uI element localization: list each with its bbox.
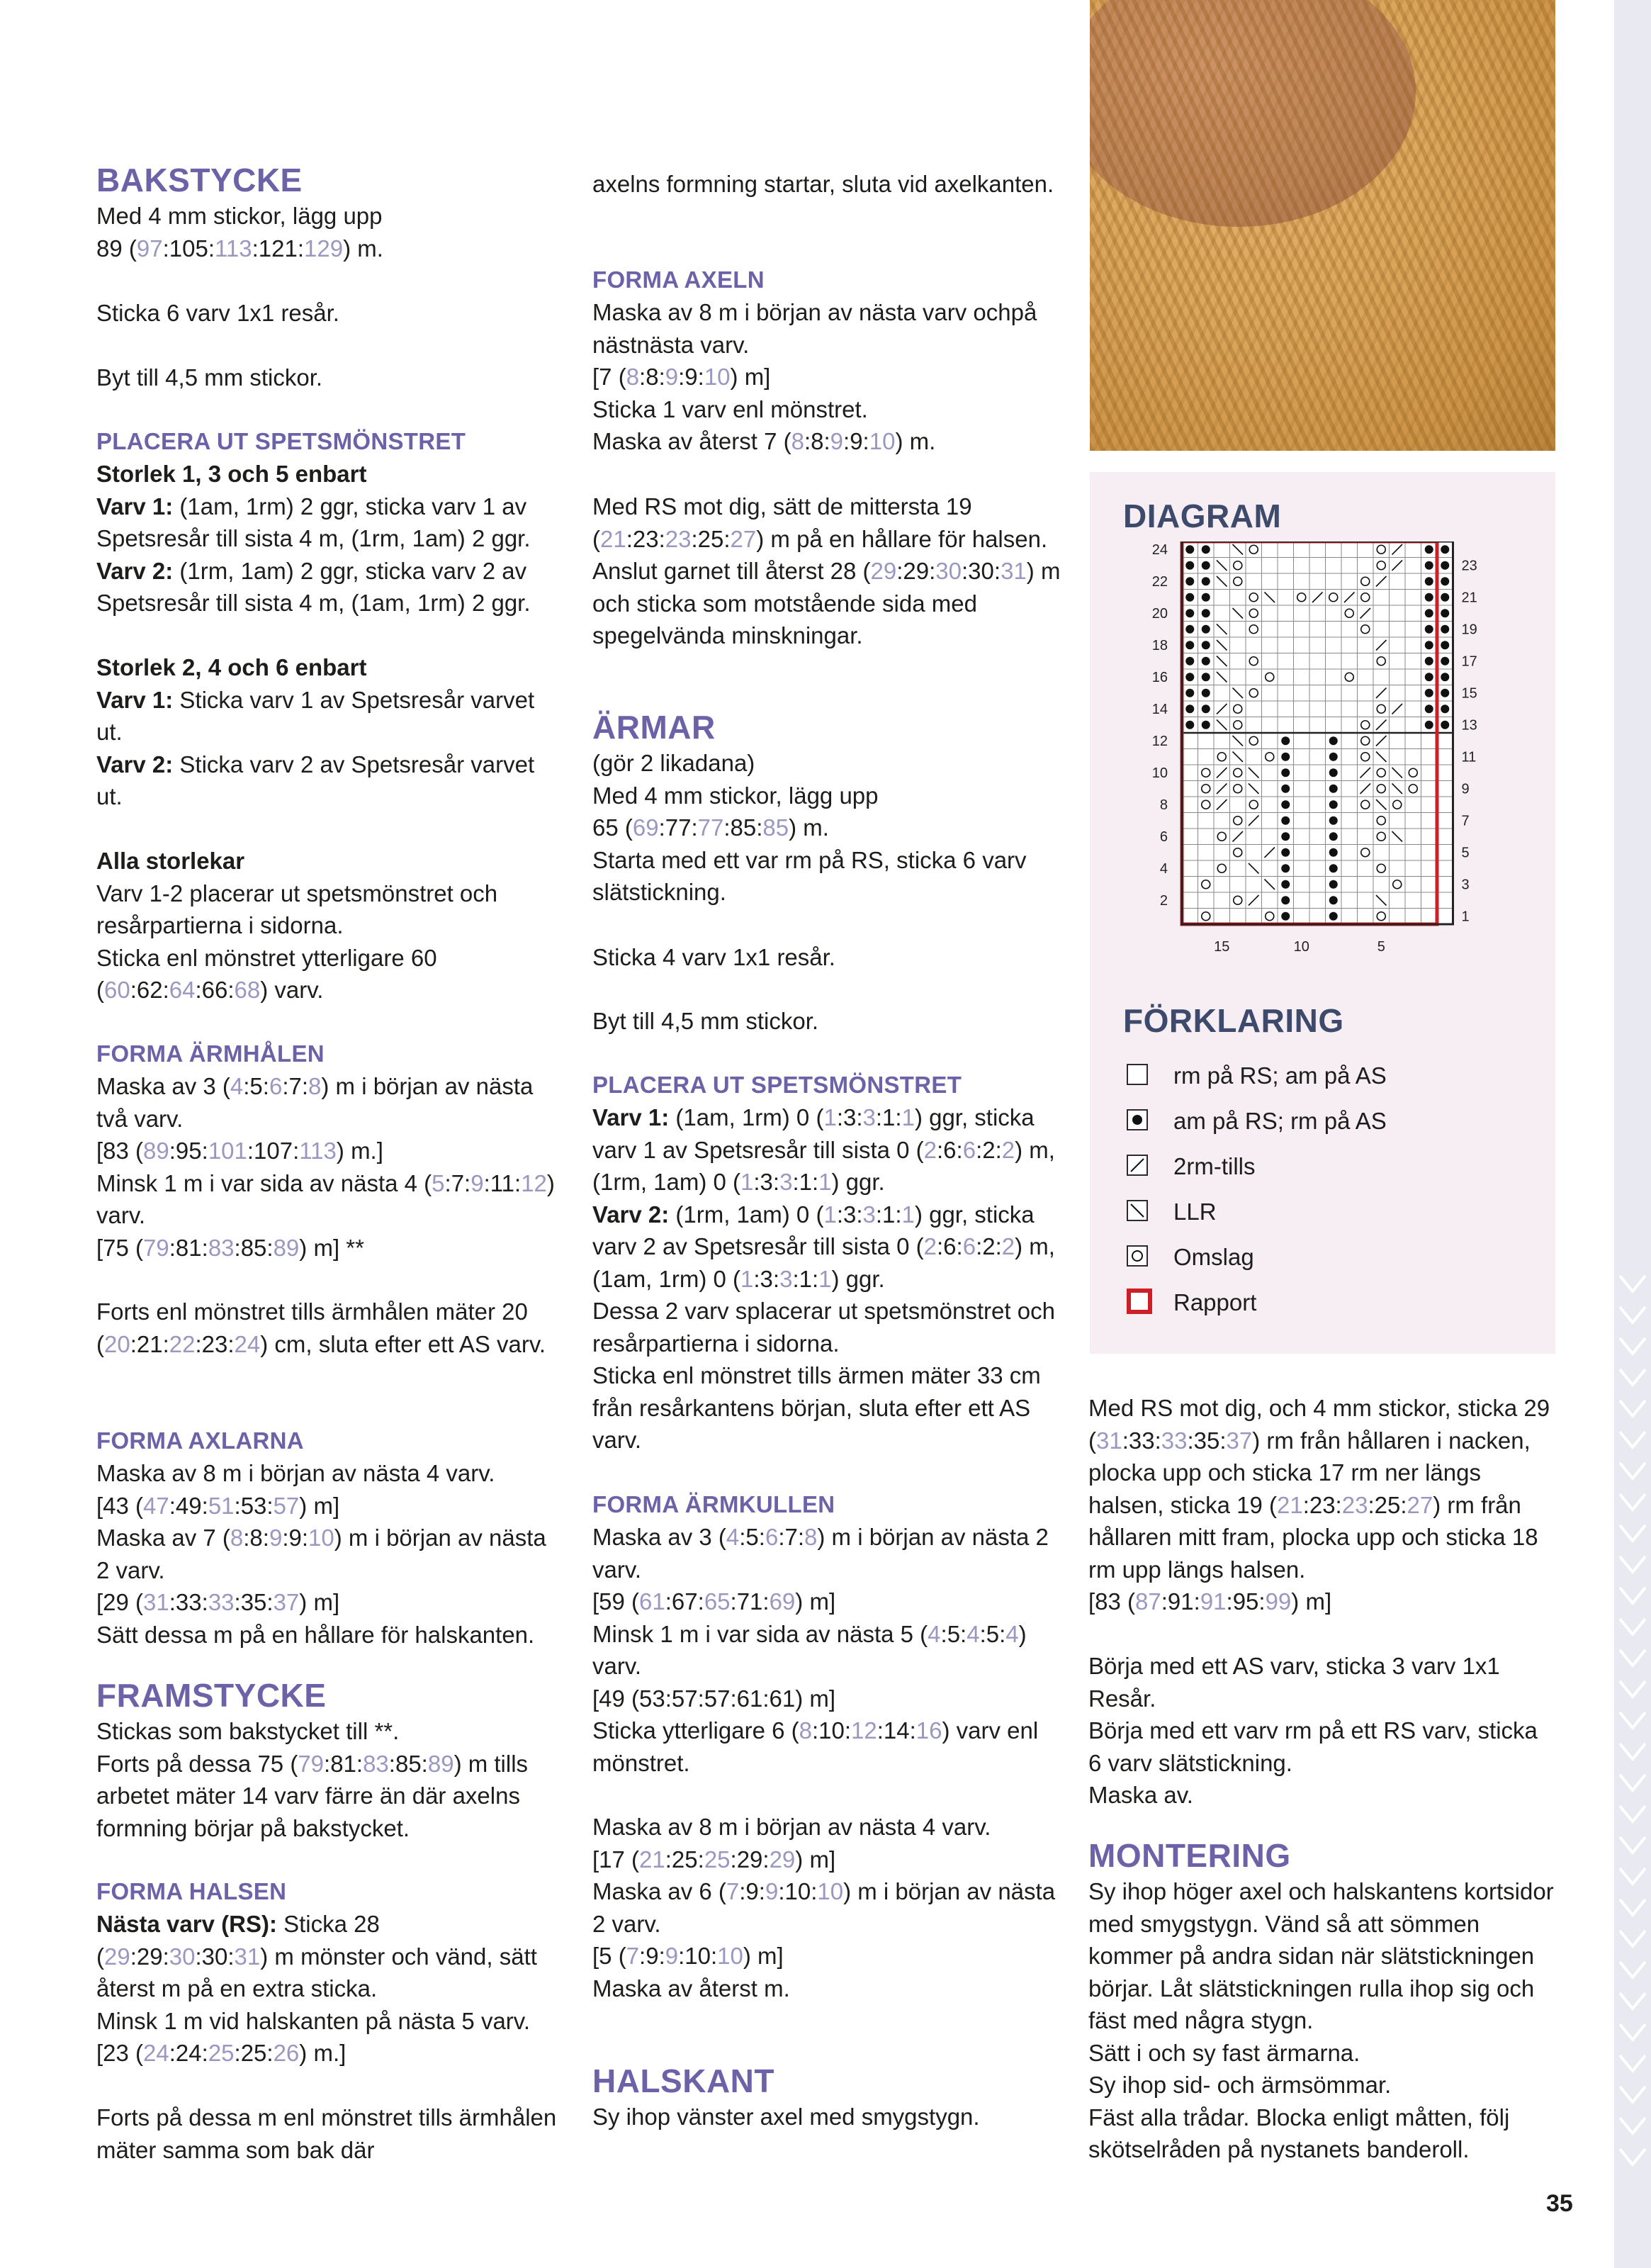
purl-dot [1425, 625, 1433, 634]
row-number-left: 20 [1151, 606, 1168, 622]
column-number: 5 [1377, 939, 1385, 955]
montering-heading: MONTERING [1088, 1837, 1291, 1874]
text-line: Sy ihop sid- och ärmsömmar. [1088, 2072, 1392, 2098]
row-number-left: 18 [1151, 638, 1168, 653]
text-line: Forts enl mönstret tills ärmhålen mäter 20 (20:21:22:23:24) cm, sluta efter ett AS varv. [96, 1298, 546, 1357]
purl-dot [1185, 545, 1194, 554]
axeln-text [592, 296, 1067, 458]
text-line: Maska av 8 m i början av nästa 4 varv. [96, 1460, 495, 1486]
text-line: [49 (53:57:57:61:61) m] [592, 1685, 836, 1712]
backslash-icon [1127, 1200, 1148, 1221]
purl-dot [1425, 593, 1433, 602]
text-line: Varv 1: Sticka varv 1 av Spetsresår varvet ut. [96, 686, 535, 745]
purl-dot [1441, 561, 1449, 570]
text-line: Maska av återst m. [592, 1975, 790, 2002]
purl-dot [1329, 880, 1338, 889]
row-number-left: 16 [1151, 670, 1168, 685]
axlarna-text [96, 1457, 557, 1651]
text-line: Starta med ett var rm på RS, sticka 6 varv slätstickning. [592, 846, 1027, 905]
text-line: Minsk 1 m i var sida av nästa 4 (5:7:9:11:12) varv. [96, 1169, 555, 1228]
row-number-left: 6 [1159, 829, 1168, 845]
purl-dot [1329, 768, 1338, 777]
legend-label: LLR [1173, 1198, 1217, 1225]
text-line: Sticka 6 varv 1x1 resår. [96, 300, 339, 326]
purl-dot [1202, 704, 1210, 713]
filled-dot-icon [1127, 1109, 1148, 1130]
armar-text [592, 747, 1067, 909]
subheading: Alla storlekar [96, 848, 245, 874]
row-number-right: 23 [1461, 558, 1477, 574]
text-line: Nästa varv (RS): Sticka 28 (29:29:30:30:31) m mönster och vänd, sätt återst m på en extra sticka. [96, 1911, 537, 2002]
purl-dot [1202, 721, 1210, 729]
row-number-right: 19 [1461, 622, 1477, 638]
framstycke-heading: FRAMSTYCKE [96, 1677, 327, 1714]
row-number-left: 14 [1151, 702, 1168, 717]
legend-label: am på RS; rm på AS [1173, 1108, 1387, 1134]
purl-dot [1441, 641, 1449, 649]
text-line: Stickas som bakstycket till **. [96, 1718, 400, 1744]
text-line: [83 (89:95:101:107:113) m.] [96, 1138, 383, 1164]
text-line: 89 (97:105:113:121:129) m. [96, 235, 383, 262]
purl-dot [1185, 593, 1194, 602]
row-number-right: 1 [1461, 909, 1470, 925]
text-line: Börja med ett varv rm på ett RS varv, sticka 6 varv slätstickning. [1088, 1717, 1538, 1776]
purl-dot [1329, 753, 1338, 761]
mittersta-text [592, 490, 1067, 652]
text-line: Fäst alla trådar. Blocka enligt måtten, följ skötselråden på nystanets banderoll. [1088, 2104, 1510, 2162]
halsen-text [96, 1908, 557, 2070]
row-number-right: 13 [1461, 717, 1477, 734]
text-line: Varv 2: (1rm, 1am) 2 ggr, sticka varv 2 av Spetsresår till sista 4 m, (1am, 1rm) 2 ggr. [96, 557, 531, 616]
placera2-text [592, 1101, 1067, 1456]
purl-dot [1185, 577, 1194, 585]
text-line: Maska av 7 (8:8:9:9:10) m i början av nästa 2 varv. [96, 1525, 546, 1583]
text-line: [23 (24:24:25:25:26) m.] [96, 2040, 346, 2066]
text-line: Sätt i och sy fast ärmarna. [1088, 2039, 1360, 2066]
purl-dot [1281, 848, 1290, 857]
empty-square-icon [1127, 1064, 1148, 1085]
purl-dot [1329, 896, 1338, 904]
purl-dot [1281, 880, 1290, 889]
framstycke-text [96, 1715, 557, 1844]
text-line: Forts på dessa 75 (79:81:83:85:89) m tills arbetet mäter 14 varv färre än där axelns formning börjar på bakstycket. [96, 1750, 529, 1841]
purl-dot [1425, 609, 1433, 617]
legend-title: FÖRKLARING [1123, 1002, 1344, 1039]
row-number-right: 21 [1461, 590, 1477, 606]
row-number-right: 5 [1461, 845, 1470, 861]
legend-label: 2rm-tills [1173, 1153, 1256, 1179]
text-line: Sy ihop höger axel och halskantens kortsidor med smygstygn. Vänd så att sömmen kommer på andra sidan när slätstickningen börjar. Låt slätstickningen rulla ihop sig och fäst med några stygn. [1088, 1878, 1554, 2033]
slash-icon [1127, 1155, 1148, 1176]
text-line: axelns formning startar, sluta vid axelkanten. [592, 171, 1054, 197]
purl-dot [1202, 561, 1210, 570]
purl-dot [1281, 832, 1290, 841]
text-line: Forts på dessa m enl mönstret tills ärmhålen mäter samma som bak där [96, 2104, 557, 2163]
text-line: Maska av 3 (4:5:6:7:8) m i början av nästa 2 varv. [592, 1524, 1049, 1583]
purl-dot [1185, 625, 1194, 634]
purl-dot [1425, 704, 1433, 713]
purl-dot [1441, 673, 1449, 681]
text-line: Börja med ett AS varv, sticka 3 varv 1x1 Resår. [1088, 1653, 1500, 1712]
purl-dot [1441, 609, 1449, 617]
armhal-heading: FORMA ÄRMHÅLEN [96, 1040, 325, 1067]
purl-dot [1441, 593, 1449, 602]
knitting-chart [1090, 541, 1555, 1052]
text-line: [43 (47:49:51:53:57) m] [96, 1492, 340, 1519]
row-number-left: 4 [1159, 861, 1168, 877]
placera2-heading: PLACERA UT SPETSMÖNSTRET [592, 1072, 962, 1098]
legend-label: Rapport [1173, 1289, 1257, 1315]
text-line: (gör 2 likadana) [592, 750, 755, 776]
knit-texture [1090, 0, 1555, 451]
text-line: Byt till 4,5 mm stickor. [592, 1008, 819, 1034]
text-line: [29 (31:33:33:35:37) m] [96, 1589, 340, 1615]
purl-dot [1425, 577, 1433, 585]
purl-dot [1329, 800, 1338, 809]
purl-dot [1185, 657, 1194, 666]
text-line: Varv 1: (1am, 1rm) 2 ggr, sticka varv 1 av Spetsresår till sista 4 m, (1rm, 1am) 2 ggr. [96, 493, 531, 551]
halskant-heading: HALSKANT [592, 2062, 774, 2099]
purl-dot [1329, 816, 1338, 825]
text-line: Byt till 4,5 mm stickor. [96, 364, 323, 391]
page-edge-pattern [1614, 0, 1651, 2268]
purl-dot [1185, 721, 1194, 729]
purl-dot [1441, 689, 1449, 697]
purl-dot [1425, 545, 1433, 554]
axlarna-heading: FORMA AXLARNA [96, 1427, 304, 1454]
row-number-right: 11 [1461, 749, 1477, 765]
armkullen-text [592, 1521, 1067, 1779]
purl-dot [1329, 736, 1338, 745]
purl-dot [1185, 704, 1194, 713]
armar-heading: ÄRMAR [592, 709, 716, 746]
text-line: Med RS mot dig, sätt de mittersta 19 (21:23:23:25:27) m på en hållare för halsen. [592, 493, 1048, 552]
diagram-title: DIAGRAM [1123, 498, 1282, 534]
purl-dot [1329, 864, 1338, 872]
text-line: Sticka 4 varv 1x1 resår. [592, 944, 835, 970]
purl-dot [1185, 689, 1194, 697]
text-line: Med 4 mm stickor, lägg upp [592, 782, 879, 809]
text-line: Sticka ytterligare 6 (8:10:12:14:16) varv enl mönstret. [592, 1717, 1039, 1776]
sweater-neckline-photo [1090, 0, 1555, 451]
text-line: Anslut garnet till återst 28 (29:29:30:30:31) m och sticka som motstående sida med spegelvända minskningar. [592, 558, 1061, 649]
page-number: 35 [1546, 2190, 1573, 2217]
halskant-cont-text [1088, 1392, 1556, 1618]
purl-dot [1202, 673, 1210, 681]
text-line: Minsk 1 m i var sida av nästa 5 (4:5:4:5:4) varv. [592, 1620, 1027, 1679]
purl-dot [1425, 673, 1433, 681]
text-line: [59 (61:67:65:71:69) m] [592, 1588, 836, 1615]
subheading: Storlek 1, 3 och 5 enbart [96, 461, 367, 487]
purl-dot [1202, 577, 1210, 585]
purl-dot [1441, 704, 1449, 713]
purl-dot [1329, 848, 1338, 857]
text-line: Varv 2: (1rm, 1am) 0 (1:3:3:1:1) ggr, sticka varv 2 av Spetsresår till sista 0 (2:6:6:2:2) m, (1am, 1rm) 0 (1:3:3:1:1) ggr. [592, 1201, 1055, 1292]
row-number-left: 8 [1159, 797, 1168, 813]
purl-dot [1281, 736, 1290, 745]
alla-text [96, 845, 557, 1006]
purl-dot [1281, 912, 1290, 921]
bakstycke-heading: BAKSTYCKE [96, 162, 303, 198]
halsen-heading: FORMA HALSEN [96, 1878, 287, 1904]
column-number: 15 [1214, 939, 1230, 955]
red-square-icon [1127, 1289, 1152, 1314]
circle-icon [1127, 1245, 1148, 1267]
purl-dot [1425, 641, 1433, 649]
purl-dot [1281, 768, 1290, 777]
text-line: Minsk 1 m vid halskanten på nästa 5 varv. [96, 2007, 531, 2034]
armkullen-text-2 [592, 1811, 1067, 2004]
purl-dot [1202, 657, 1210, 666]
purl-dot [1202, 689, 1210, 697]
row-number-right: 17 [1461, 653, 1477, 670]
placera-text [96, 458, 557, 619]
column-number: 10 [1293, 939, 1309, 955]
purl-dot [1185, 641, 1194, 649]
text-line: Sticka 1 varv enl mönstret. [592, 395, 868, 422]
placera-heading: PLACERA UT SPETSMÖNSTRET [96, 428, 466, 454]
text-line: Maska av 8 m i början av nästa varv ochpå nästnästa varv. [592, 299, 1037, 358]
text-line: Med RS mot dig, och 4 mm stickor, sticka 29 (31:33:33:35:37) rm från hållaren i nacken, plocka upp och sticka 17 rm ner längs halsen, sticka 19 (21:23:23:25:27) rm från hållaren mitt fram, plocka upp och sticka 18 rm upp längs halsen. [1088, 1395, 1550, 1583]
armkullen-heading: FORMA ÄRMKULLEN [592, 1491, 835, 1517]
purl-dot [1425, 721, 1433, 729]
purl-dot [1185, 561, 1194, 570]
text-line: Varv 2: Sticka varv 2 av Spetsresår varvet ut. [96, 751, 535, 809]
purl-dot [1281, 785, 1290, 793]
text-line: [7 (8:8:9:9:10) m] [592, 364, 771, 390]
montering-text [1088, 1875, 1556, 2166]
purl-dot [1185, 609, 1194, 617]
text-line: Maska av 8 m i början av nästa 4 varv. [592, 1814, 991, 1840]
text-line: Sy ihop vänster axel med smygstygn. [592, 2104, 980, 2130]
resar-text [1088, 1650, 1556, 1812]
row-number-right: 9 [1461, 781, 1470, 797]
text-line: [75 (79:81:83:85:89) m] ** [96, 1234, 364, 1261]
text-line: Sticka enl mönstret ytterligare 60 (60:62:64:66:68) varv. [96, 944, 437, 1003]
purl-dot [1441, 721, 1449, 729]
storlek246-text [96, 651, 557, 813]
purl-dot [1425, 561, 1433, 570]
purl-dot [1441, 625, 1449, 634]
purl-dot [1441, 577, 1449, 585]
purl-dot [1202, 641, 1210, 649]
purl-dot [1202, 545, 1210, 554]
text-line: [83 (87:91:91:95:99) m] [1088, 1588, 1332, 1615]
purl-dot [1329, 912, 1338, 921]
purl-dot [1281, 753, 1290, 761]
purl-dot [1281, 896, 1290, 904]
row-number-left: 24 [1151, 542, 1168, 558]
row-number-left: 10 [1151, 765, 1168, 781]
row-number-left: 22 [1151, 574, 1168, 590]
text-line: Sticka enl mönstret tills ärmen mäter 33 cm från resårkantens början, sluta efter ett AS varv. [592, 1362, 1041, 1453]
purl-dot [1202, 625, 1210, 634]
text-line: 65 (69:77:77:85:85) m. [592, 814, 829, 841]
text-line: Varv 1-2 placerar ut spetsmönstret och resårpartierna i sidorna. [96, 880, 498, 938]
purl-dot [1329, 832, 1338, 841]
purl-dot [1441, 657, 1449, 666]
text-line: Maska av. [1088, 1782, 1193, 1808]
purl-dot [1185, 673, 1194, 681]
subheading: Storlek 2, 4 och 6 enbart [96, 654, 367, 680]
axeln-heading: FORMA AXELN [592, 266, 765, 293]
row-number-left: 12 [1151, 734, 1168, 749]
armhal-text [96, 1070, 557, 1264]
diagram-panel [1090, 472, 1555, 1354]
text-line: Med 4 mm stickor, lägg upp [96, 203, 383, 229]
row-number-right: 7 [1461, 813, 1470, 829]
text-line: [17 (21:25:25:29:29) m] [592, 1846, 836, 1873]
text-line: [5 (7:9:9:10:10) m] [592, 1943, 784, 1969]
row-number-left: 2 [1159, 893, 1168, 909]
purl-dot [1202, 609, 1210, 617]
purl-dot [1425, 657, 1433, 666]
purl-dot [1202, 593, 1210, 602]
row-number-right: 15 [1461, 685, 1477, 702]
text-line: Maska av 3 (4:5:6:7:8) m i början av nästa två varv. [96, 1073, 534, 1132]
purl-dot [1281, 816, 1290, 825]
purl-dot [1441, 545, 1449, 554]
row-number-right: 3 [1461, 877, 1470, 893]
purl-dot [1425, 689, 1433, 697]
text-line: Maska av 6 (7:9:9:10:10) m i början av nästa 2 varv. [592, 1878, 1056, 1937]
legend-label: rm på RS; am på AS [1173, 1062, 1387, 1089]
legend-label: Omslag [1173, 1244, 1254, 1270]
purl-dot [1281, 800, 1290, 809]
text-line: Sätt dessa m på en hållare för halskanten. [96, 1621, 535, 1648]
text-line: Varv 1: (1am, 1rm) 0 (1:3:3:1:1) ggr, sticka varv 1 av Spetsresår till sista 0 (2:6:6:2:2) m, (1rm, 1am) 0 (1:3:3:1:1) ggr. [592, 1104, 1055, 1195]
text-line: Maska av återst 7 (8:8:9:9:10) m. [592, 428, 936, 454]
purl-dot [1329, 785, 1338, 793]
bakstycke-text [96, 200, 557, 264]
purl-dot [1281, 864, 1290, 872]
text-line: Dessa 2 varv splacerar ut spetsmönstret och resårpartierna i sidorna. [592, 1298, 1055, 1357]
